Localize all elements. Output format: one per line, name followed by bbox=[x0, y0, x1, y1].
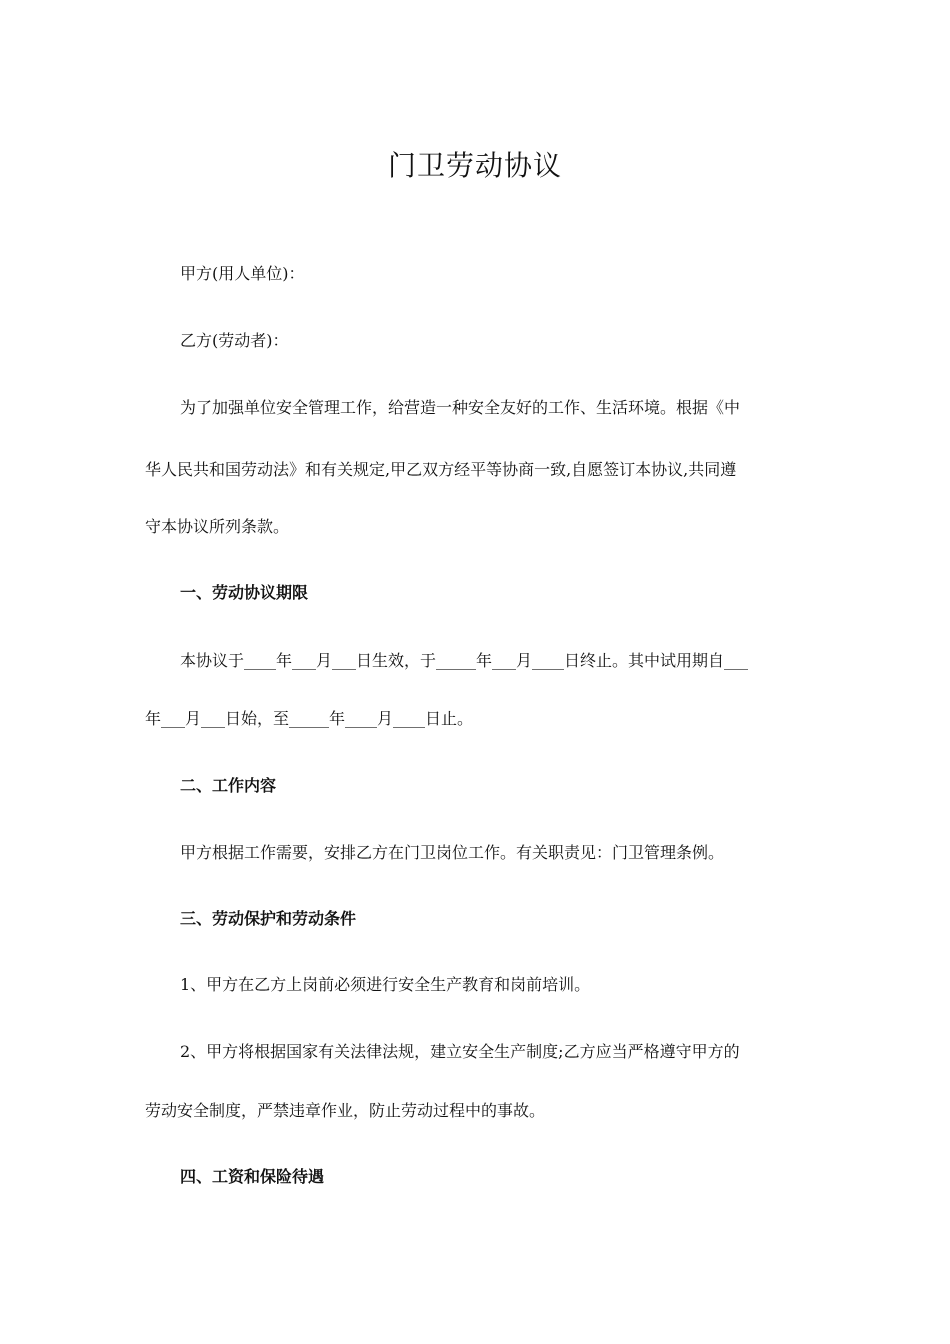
section-heading-wages: 四、工资和保险待遇 bbox=[180, 1167, 325, 1186]
term-line-1: 本协议于____年___月___日生效，于_____年___月____日终止。其中试用期自___ bbox=[180, 651, 749, 670]
section-heading-work-content: 二、工作内容 bbox=[180, 776, 277, 795]
work-content-line-1: 甲方根据工作需要，安排乙方在门卫岗位工作。有关职责见：门卫管理条例。 bbox=[180, 843, 725, 862]
protection-item-1: 1、甲方在乙方上岗前必须进行安全生产教育和岗前培训。 bbox=[180, 975, 591, 994]
section-heading-protection: 三、劳动保护和劳动条件 bbox=[180, 909, 357, 928]
party-a-line: 甲方(用人单位)： bbox=[180, 264, 305, 283]
intro-line-3: 守本协议所列条款。 bbox=[145, 517, 290, 536]
intro-line-1: 为了加强单位安全管理工作，给营造一种安全友好的工作、生活环境。根据《中 bbox=[180, 398, 741, 417]
intro-line-2: 华人民共和国劳动法》和有关规定,甲乙双方经平等协商一致,自愿签订本协议,共同遵 bbox=[145, 460, 737, 479]
protection-item-2: 2、甲方将根据国家有关法律法规，建立安全生产制度;乙方应当严格遵守甲方的 bbox=[180, 1042, 740, 1061]
section-heading-term: 一、劳动协议期限 bbox=[180, 583, 309, 602]
protection-item-2-cont: 劳动安全制度，严禁违章作业，防止劳动过程中的事故。 bbox=[145, 1101, 546, 1120]
document-title: 门卫劳动协议 bbox=[387, 149, 562, 182]
party-b-line: 乙方(劳动者)： bbox=[180, 331, 289, 350]
term-line-2: 年___月___日始，至_____年____月____日止。 bbox=[145, 709, 474, 728]
